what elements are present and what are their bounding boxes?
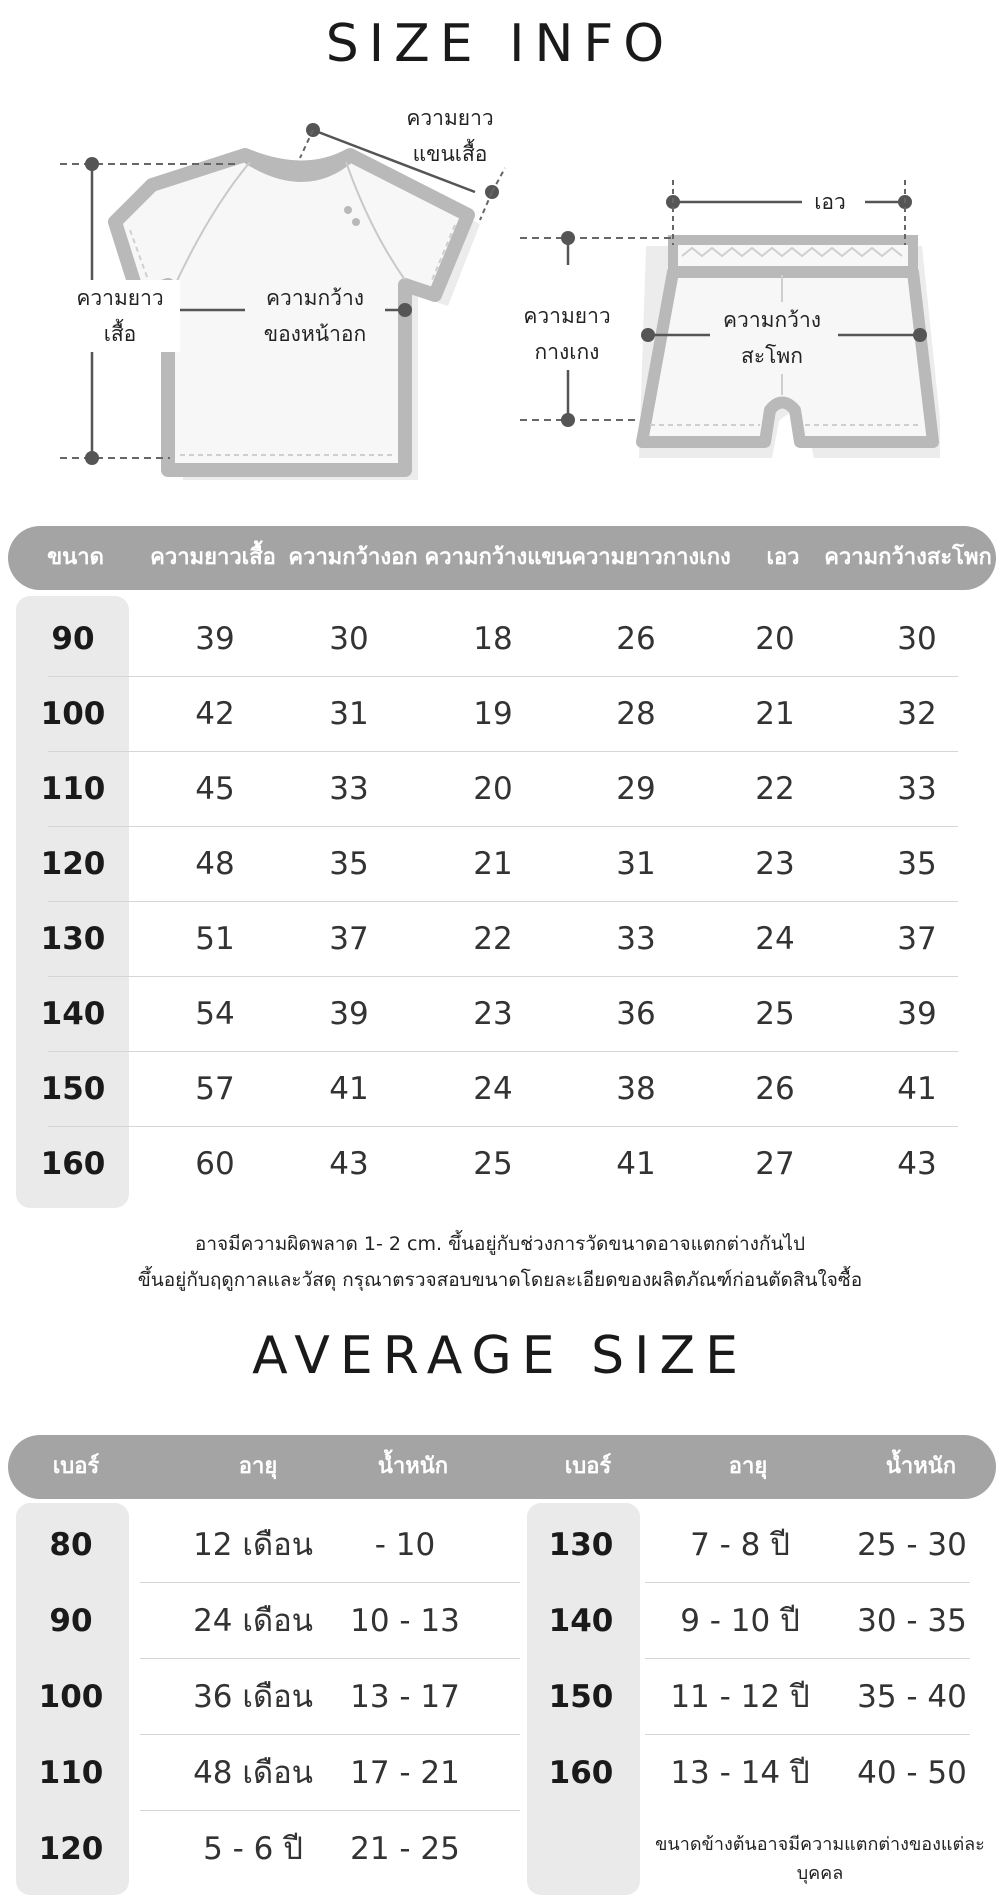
shirt-length-line2: เสื้อ (103, 322, 137, 346)
measurement-cell: 39 (195, 621, 235, 657)
size-number-cell: 90 (49, 1603, 93, 1639)
measurement-cell: 26 (755, 1071, 795, 1107)
header-weight-left: น้ำหนัก (377, 1454, 449, 1479)
shirt-length-label (60, 280, 180, 352)
hip-width-line2: สะโพก (741, 344, 803, 368)
header-shirt-length: ความยาวเสื้อ (150, 545, 276, 570)
pants-length-label (512, 298, 622, 370)
measurement-cell: 33 (329, 771, 369, 807)
size-info-title: SIZE INFO (325, 14, 675, 74)
size-number-cell: 120 (38, 1831, 104, 1867)
measurement-cell: 22 (755, 771, 795, 807)
age-cell: 9 - 10 ปี (680, 1603, 800, 1639)
header-number-left: เบอร์ (52, 1454, 100, 1479)
size-number-cell: 150 (548, 1679, 614, 1715)
measurement-cell: 33 (616, 921, 656, 957)
measurement-cell: 27 (755, 1146, 795, 1182)
measurement-cell: 28 (616, 696, 656, 732)
measurement-cell: 24 (473, 1071, 513, 1107)
size-cell: 90 (51, 621, 95, 657)
measurement-cell: 23 (755, 846, 795, 882)
measurement-cell: 37 (897, 921, 937, 957)
measurement-cell: 37 (329, 921, 369, 957)
measurement-cell: 54 (195, 996, 235, 1032)
sleeve-length-line1: ความยาว (406, 106, 494, 130)
header-age-left: อายุ (238, 1454, 278, 1479)
weight-cell: 17 - 21 (350, 1755, 460, 1791)
measurement-cell: 19 (473, 696, 513, 732)
hip-width-line1: ความกว้าง (722, 308, 822, 332)
size-cell: 130 (40, 921, 106, 957)
age-cell: 36 เดือน (193, 1679, 313, 1715)
chest-width-label (245, 280, 385, 352)
weight-cell: 13 - 17 (350, 1679, 460, 1715)
measurement-cell: 25 (755, 996, 795, 1032)
size-cell: 150 (40, 1071, 106, 1107)
weight-cell: 25 - 30 (857, 1527, 967, 1563)
measurement-cell: 38 (616, 1071, 656, 1107)
size-number-cell: 160 (548, 1755, 614, 1791)
measurement-cell: 18 (473, 621, 513, 657)
age-cell: 11 - 12 ปี (670, 1679, 810, 1715)
age-cell: 12 เดือน (193, 1527, 313, 1563)
size-cell: 120 (40, 846, 106, 882)
size-cell: 140 (40, 996, 106, 1032)
measurement-cell: 41 (616, 1146, 656, 1182)
measurement-cell: 51 (195, 921, 235, 957)
measurement-cell: 31 (329, 696, 369, 732)
age-cell: 7 - 8 ปี (690, 1527, 790, 1563)
measurement-cell: 24 (755, 921, 795, 957)
sleeve-length-line2: แขนเสื้อ (412, 142, 488, 166)
shirt-length-line1: ความยาว (76, 286, 164, 310)
measurement-cell: 35 (329, 846, 369, 882)
measurement-cell: 25 (473, 1146, 513, 1182)
note-line-1: อาจมีความผิดพลาด 1- 2 cm. ขึ้นอยู่กับช่วงการวัดขนาดอาจแตกต่างกันไป (194, 1233, 806, 1255)
weight-cell: 30 - 35 (857, 1603, 967, 1639)
measurement-cell: 43 (329, 1146, 369, 1182)
measurement-cell: 35 (897, 846, 937, 882)
measurement-cell: 32 (897, 696, 937, 732)
header-number-right: เบอร์ (564, 1454, 612, 1479)
waist-label: เอว (814, 190, 846, 214)
note-line-2: ขึ้นอยู่กับฤดูกาลและวัสดุ กรุณาตรวจสอบขนาดโดยละเอียดของผลิตภัณฑ์ก่อนตัดสินใจซื้อ (137, 1269, 863, 1291)
measurement-cell: 23 (473, 996, 513, 1032)
age-cell: 48 เดือน (193, 1755, 313, 1791)
average-size-title: AVERAGE SIZE (252, 1326, 748, 1386)
measurement-cell: 29 (616, 771, 656, 807)
header-pants-length: ความยาวกางเกง (571, 545, 731, 570)
pants-length-line1: ความยาว (523, 304, 611, 328)
measurement-cell: 57 (195, 1071, 235, 1107)
size-number-cell: 100 (38, 1679, 104, 1715)
header-size: ขนาด (47, 545, 104, 570)
size-number-cell: 110 (38, 1755, 104, 1791)
header-waist: เอว (766, 545, 800, 570)
size-cell: 160 (40, 1146, 106, 1182)
chest-width-line2: ของหน้าอก (263, 322, 367, 346)
sleeve-length-label (380, 100, 520, 172)
size-cell: 110 (40, 771, 106, 807)
weight-cell: 10 - 13 (350, 1603, 460, 1639)
measurement-cell: 20 (755, 621, 795, 657)
average-table-header (8, 1435, 996, 1499)
size-number-cell: 130 (548, 1527, 614, 1563)
size-number-cell: 140 (548, 1603, 614, 1639)
average-footnote: ขนาดข้างต้นอาจมีความแตกต่างของแต่ละบุคคล (655, 1834, 985, 1884)
measurement-cell: 30 (329, 621, 369, 657)
measurement-cell: 31 (616, 846, 656, 882)
measurement-cell: 20 (473, 771, 513, 807)
weight-cell: 21 - 25 (350, 1831, 460, 1867)
measurement-cell: 33 (897, 771, 937, 807)
measurement-cell: 39 (329, 996, 369, 1032)
age-cell: 5 - 6 ปี (203, 1831, 303, 1867)
measurement-cell: 43 (897, 1146, 937, 1182)
measurement-cell: 41 (329, 1071, 369, 1107)
age-cell: 13 - 14 ปี (670, 1755, 810, 1791)
weight-cell: 40 - 50 (857, 1755, 967, 1791)
age-cell: 24 เดือน (193, 1603, 313, 1639)
hip-width-label (712, 302, 832, 374)
header-hip-width: ความกว้างสะโพก (824, 545, 992, 570)
measurement-cell: 26 (616, 621, 656, 657)
measurement-cell: 21 (755, 696, 795, 732)
measurement-cell: 48 (195, 846, 235, 882)
header-sleeve-width: ความกว้างแขน (424, 545, 572, 570)
measurement-cell: 42 (195, 696, 235, 732)
measurement-cell: 60 (195, 1146, 235, 1182)
weight-cell: 35 - 40 (857, 1679, 967, 1715)
size-number-cell: 80 (49, 1527, 93, 1563)
measurement-cell: 22 (473, 921, 513, 957)
pants-length-line2: กางเกง (534, 340, 600, 364)
measurement-cell: 30 (897, 621, 937, 657)
measurement-cell: 41 (897, 1071, 937, 1107)
size-cell: 100 (40, 696, 106, 732)
measurement-cell: 39 (897, 996, 937, 1032)
header-age-right: อายุ (728, 1454, 768, 1479)
measurement-cell: 45 (195, 771, 235, 807)
header-weight-right: น้ำหนัก (885, 1454, 957, 1479)
measurement-cell: 21 (473, 846, 513, 882)
header-chest-width: ความกว้างอก (288, 545, 418, 570)
weight-cell: - 10 (374, 1527, 436, 1563)
size-table-header (8, 526, 996, 590)
chest-width-line1: ความกว้าง (265, 286, 365, 310)
measurement-cell: 36 (616, 996, 656, 1032)
